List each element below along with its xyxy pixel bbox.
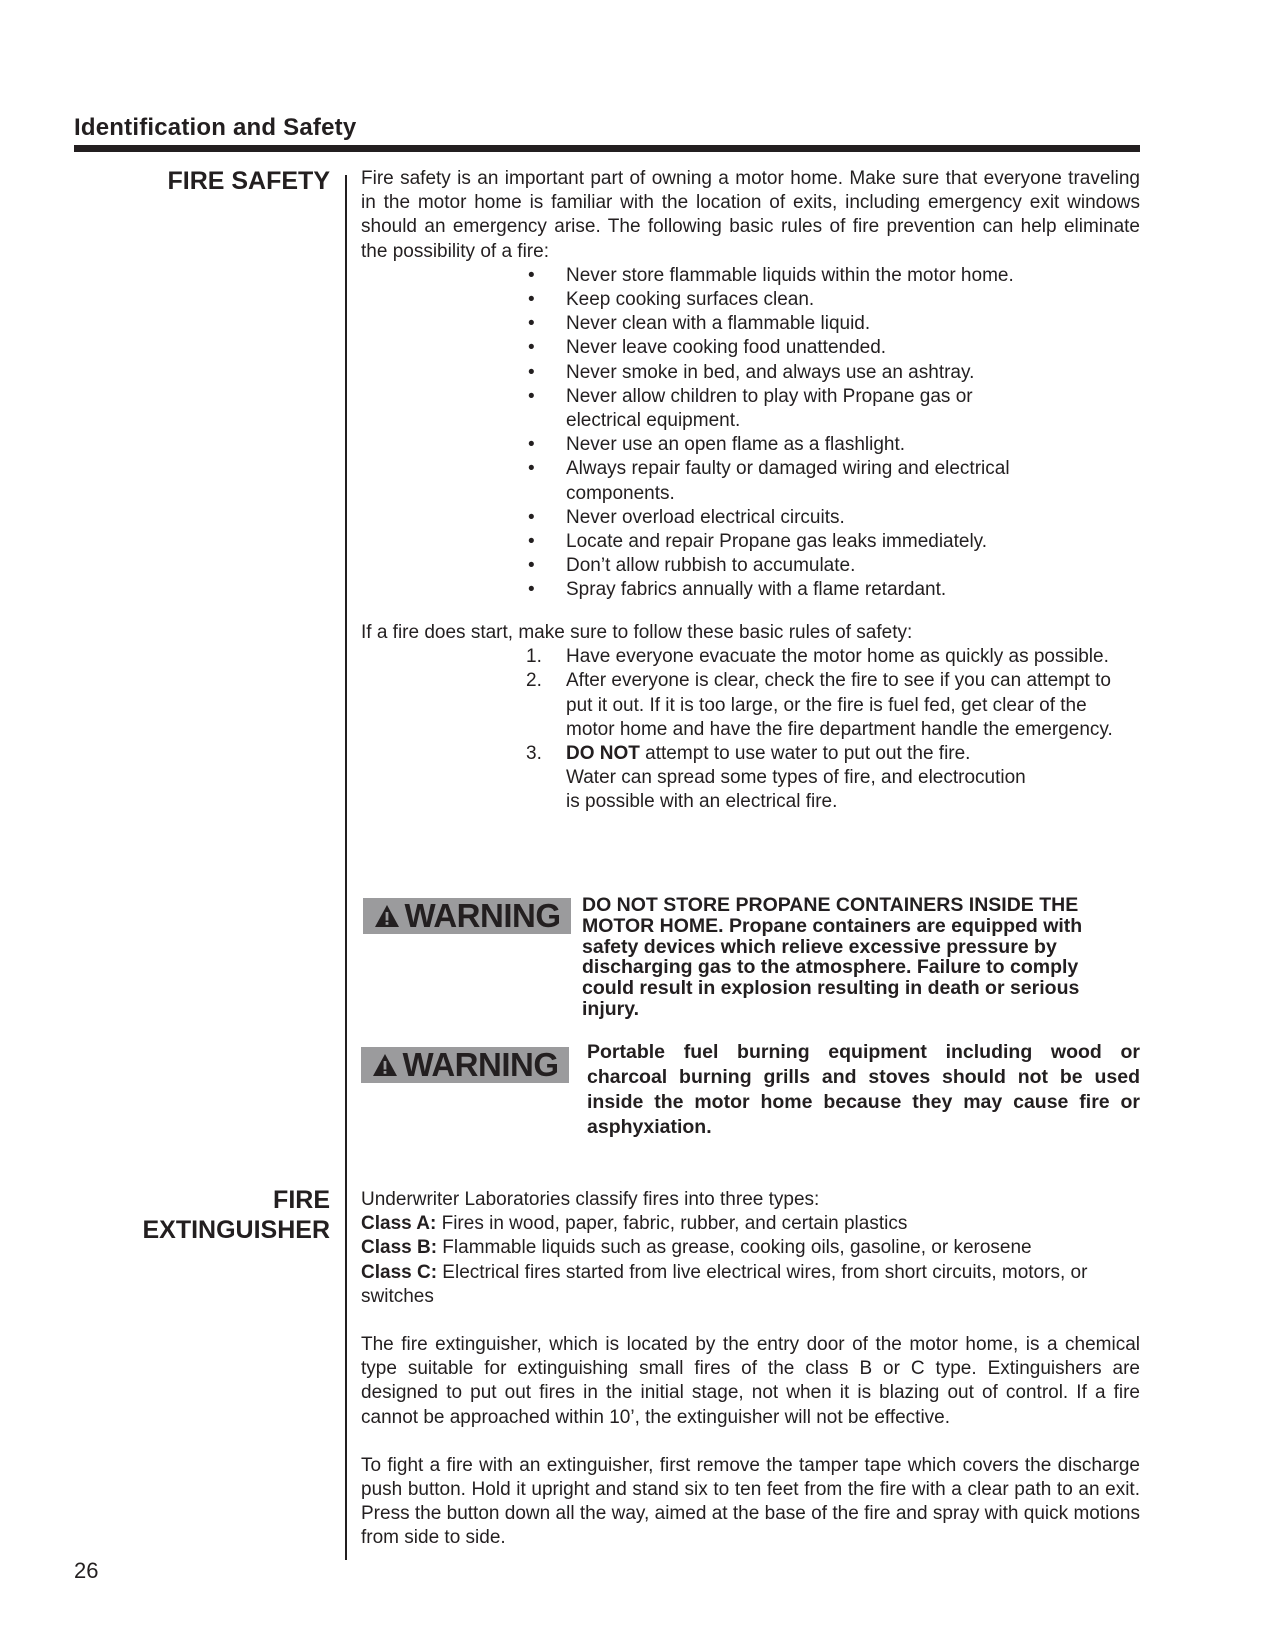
fire-prevention-rules [361, 264, 1140, 603]
bullet-glyph: • [528, 531, 535, 553]
warning-label: WARNING [404, 897, 561, 934]
bullet-glyph: • [528, 264, 535, 286]
fire-safety-heading-text: FIRE SAFETY [167, 167, 330, 195]
list-item [526, 578, 1140, 602]
list-item [526, 433, 1140, 457]
extinguisher-description: The fire extinguisher, which is located by the entry door of the motor home, is a chemical type suitable for extinguishing small fires of the class B or C type. Extinguishers are designed to put out fires in the initial stage, not when it is blazing out of control. If a fire cannot be approached within 10’, the extinguisher will not be effective. [361, 1334, 1140, 1428]
class-text: Fires in wood, paper, fabric, rubber, and certain plastics [436, 1213, 908, 1235]
fire-classes-intro: Underwriter Laboratories classify fires into three types: [361, 1189, 820, 1210]
rule-text: Never use an open flame as a flashlight. [566, 434, 906, 456]
bullet-glyph: • [528, 313, 535, 335]
bullet-glyph: • [528, 337, 535, 359]
list-item [526, 336, 1140, 360]
rule-text: Don’t allow rubbish to accumulate. [566, 555, 856, 577]
list-item [526, 645, 1111, 669]
list-item [526, 457, 1086, 505]
class-label: Class C: [361, 1261, 438, 1283]
step-text: Have everyone evacuate the motor home as quickly as possible. [566, 646, 1109, 668]
warning-propane-text: DO NOT STORE PROPANE CONTAINERS INSIDE THE MOTOR HOME. Propane containers are equipped with safety devices which relieve excessive pressure by discharging gas to the atmosphere. Failure to comply could result in explosion resulting in death or serious injury. [582, 894, 1083, 1020]
rule-text: Never allow children to play with Propane gas or electrical equipment. [566, 385, 973, 432]
fire-safety-heading [167, 166, 330, 196]
class-label: Class B: [361, 1237, 438, 1259]
fire-class-b [361, 1236, 1140, 1260]
list-item [526, 554, 1140, 578]
class-label: Class A: [361, 1213, 437, 1235]
rule-text: Never clean with a flammable liquid. [566, 313, 871, 335]
bullet-glyph: • [528, 361, 535, 383]
class-text: Electrical fires started from live electrical wires, from short circuits, motors, or switches [361, 1261, 1088, 1307]
fire-class-c [361, 1261, 1140, 1309]
list-item [526, 361, 1140, 385]
fire-response-steps [361, 645, 1140, 814]
rule-text: Never leave cooking food unattended. [566, 337, 887, 359]
warning-triangle-icon [372, 1053, 398, 1077]
list-item [526, 669, 1140, 742]
fire-class-a [361, 1212, 1140, 1236]
bullet-glyph: • [528, 555, 535, 577]
list-item [526, 742, 1140, 815]
step-number: 1. [526, 646, 542, 668]
bullet-glyph: • [528, 434, 535, 456]
fire-extinguisher-heading-line2: EXTINGUISHER [142, 1216, 330, 1244]
fire-response-section [361, 621, 1140, 815]
fire-extinguisher-heading-line1: FIRE [273, 1186, 330, 1214]
warning-fuel-equipment-text: Portable fuel burning equipment including wood or charcoal burning grills and stoves should not be used inside the motor home because they may cause fire or asphyxiation. [587, 1041, 1140, 1138]
bullet-glyph: • [528, 385, 535, 407]
header-rule [74, 145, 1140, 152]
rule-text: Never smoke in bed, and always use an ashtray. [566, 361, 975, 383]
list-item [526, 530, 1140, 554]
step-emphasis: DO NOT [566, 743, 640, 765]
warning-badge [363, 898, 571, 934]
warning-triangle-icon [374, 904, 400, 928]
rule-text: Locate and repair Propane gas leaks immediately. [566, 531, 988, 553]
fire-safety-intro: Fire safety is an important part of owning a motor home. Make sure that everyone traveling in the motor home is familiar with the location of exits, including emergency exit windows should an emergency arise. The following basic rules of fire prevention can help eliminate the possibility of a fire: [361, 168, 1140, 262]
extinguisher-instructions: To fight a fire with an extinguisher, first remove the tamper tape which covers the discharge push button. Hold it upright and stand six to ten feet from the fire with a clear path to an exit. Press the button down all the way, aimed at the base of the fire and spray with quick motions from side to side. [361, 1454, 1140, 1549]
fire-extinguisher-body [361, 1188, 1140, 1551]
fire-extinguisher-heading [142, 1185, 330, 1245]
rule-text: Never overload electrical circuits. [566, 506, 845, 528]
warning-label: WARNING [402, 1046, 559, 1083]
rule-text: Never store flammable liquids within the motor home. [566, 264, 1014, 286]
page-header-title: Identification and Safety [74, 114, 357, 141]
list-item [526, 506, 1140, 530]
list-item [526, 385, 1036, 433]
bullet-glyph: • [528, 458, 535, 480]
step-number: 2. [526, 670, 542, 692]
list-item [526, 312, 1140, 336]
rule-text: Always repair faulty or damaged wiring and electrical components. [566, 458, 1010, 504]
bullet-glyph: • [528, 579, 535, 601]
rule-text: Keep cooking surfaces clean. [566, 289, 815, 311]
bullet-glyph: • [528, 289, 535, 311]
step-number: 3. [526, 743, 542, 765]
step-text: After everyone is clear, check the fire to see if you can attempt to put it out. If it is too large, or the fire is fuel fed, get clear of the motor home and have the fire department handle the emergency. [566, 670, 1113, 740]
step-text-line2: Water can spread some types of fire, and electrocution [566, 767, 1026, 789]
warning-badge [361, 1047, 569, 1083]
rule-text: Spray fabrics annually with a flame retardant. [566, 579, 947, 601]
list-item [526, 264, 1140, 288]
column-divider [345, 175, 347, 1560]
page-number: 26 [74, 1558, 99, 1583]
fire-response-intro: If a fire does start, make sure to follow these basic rules of safety: [361, 622, 913, 643]
fire-safety-body [361, 167, 1140, 603]
class-text: Flammable liquids such as grease, cooking oils, gasoline, or kerosene [437, 1237, 1032, 1259]
list-item [526, 288, 1140, 312]
bullet-glyph: • [528, 506, 535, 528]
step-text-line3: is possible with an electrical fire. [566, 791, 838, 813]
step-text: attempt to use water to put out the fire. [639, 743, 971, 765]
